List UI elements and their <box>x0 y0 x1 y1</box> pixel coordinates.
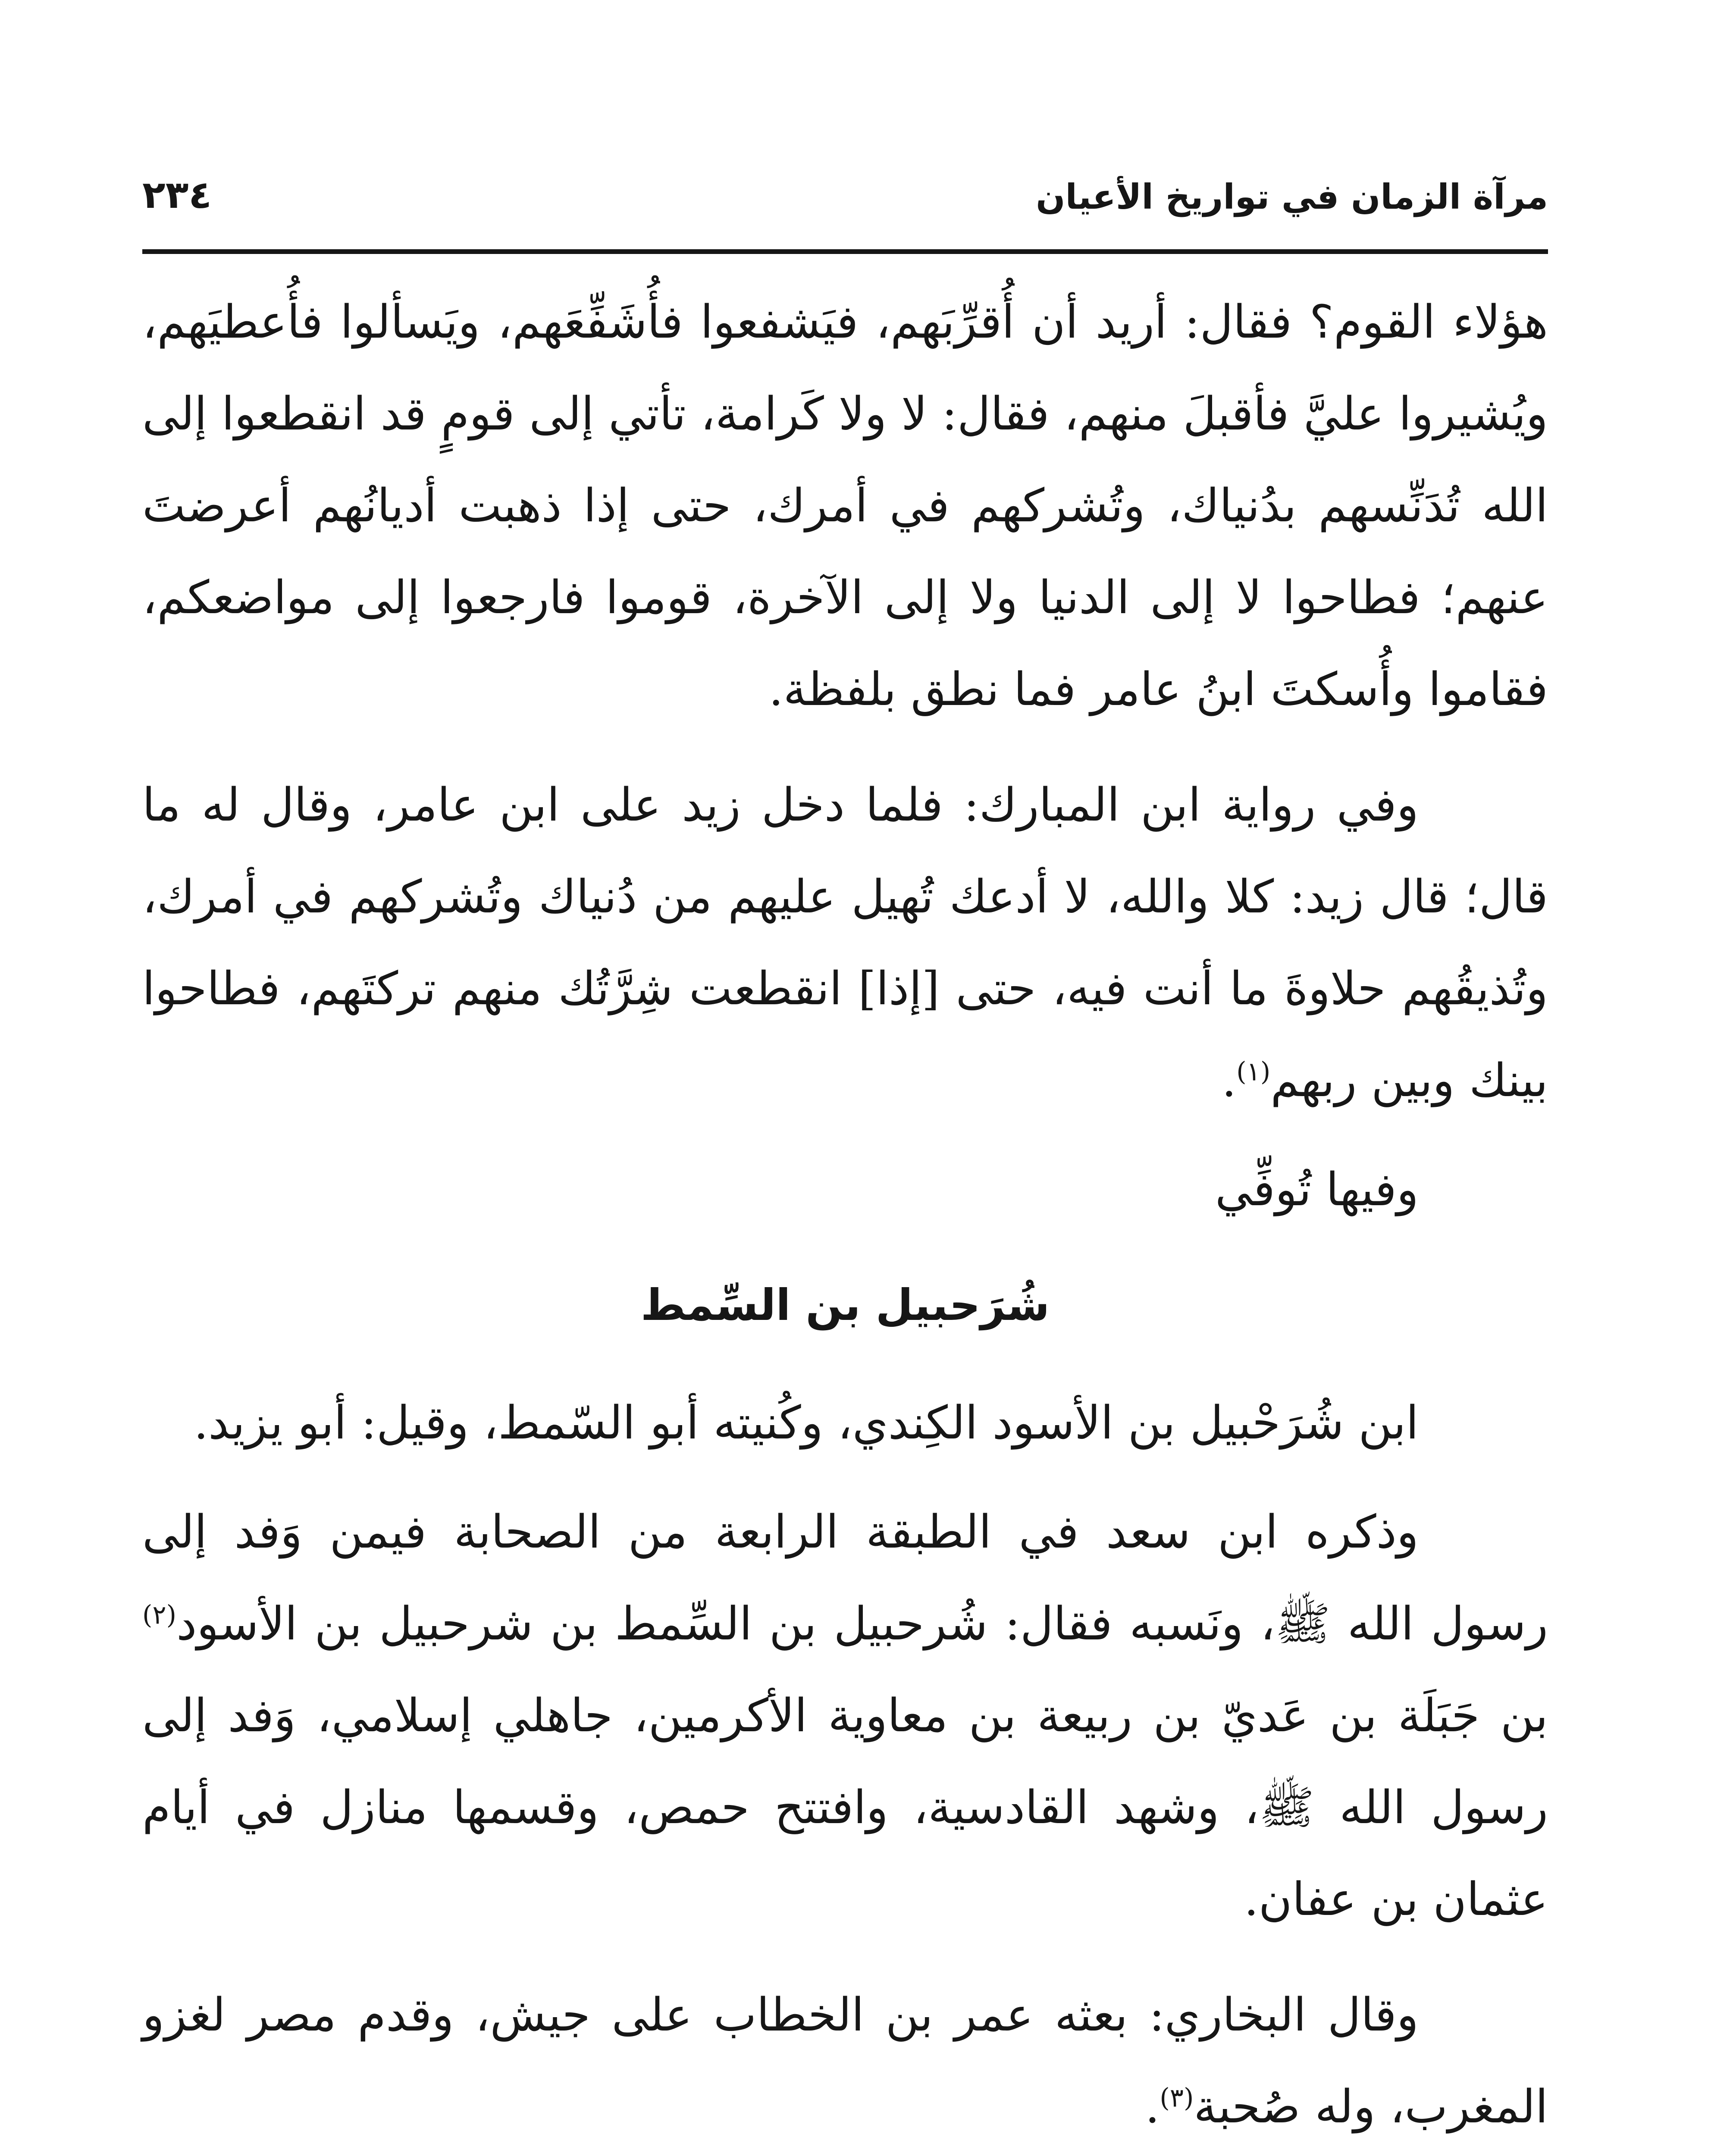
footnote-ref-1: (١) <box>1236 1056 1271 1087</box>
paragraph-1: هؤلاء القوم؟ فقال: أريد أن أُقرِّبَهم، فيَشفعوا فأُشَفِّعَهم، ويَسألوا فأُعطيَهم، ويُشيروا عليَّ فأقبلَ منهم، فقال: لا ولا كَرامة، تأتي إلى قومٍ قد انقطعوا إلى الله تُدَنِّسهم بدُنياك، وتُشركهم في أمرك، حتى إذا ذهبت أديانُهم أعرضتَ عنهم؛ فطاحوا لا إلى الدنيا ولا إلى الآخرة، قوموا فارجعوا إلى مواضعكم، فقاموا وأُسكتَ ابنُ عامر فما نطق بلفظة. <box>142 295 1548 716</box>
paragraph-2: وفي رواية ابن المبارك: فلما دخل زيد على ابن عامر، وقال له ما قال؛ قال زيد: كلا والله، لا أدعك تُهيل عليهم من دُنياك وتُشركهم في أمرك، وتُذيقُهم حلاوةَ ما أنت فيه، حتى [إذا] انقطعت شِرَّتُك منهم تركتَهم، فطاحوا بينك وبين ربهم$^{(١)}$. <box>142 778 1548 1107</box>
paragraph-5-text-b: بن جَبَلَة بن عَديّ بن ربيعة بن معاوية الأكرمين، جاهلي إسلامي، وَفد إلى رسول الله ﷺ، وشهد القادسية، وافتتح حمص، وقسمها منازل في أيام عثمان بن عفان. <box>142 1689 1548 1926</box>
paragraph-6: وقال البخاري: بعثه عمر بن الخطاب على جيش، وقدم مصر لغزو المغرب، وله صُحبة$^{(٣)}$. <box>142 1988 1548 2133</box>
paragraph-6-text: وقال البخاري: بعثه عمر بن الخطاب على جيش، وقدم مصر لغزو المغرب، وله صُحبة <box>142 1988 1548 2133</box>
page-number: ٢٣٤ <box>142 172 212 217</box>
paragraph-2-text: وفي رواية ابن المبارك: فلما دخل زيد على ابن عامر، وقال له ما قال؛ قال زيد: كلا والله، لا أدعك تُهيل عليهم من دُنياك وتُشركهم في أمرك، وتُذيقُهم حلاوةَ ما أنت فيه، حتى [إذا] انقطعت شِرَّتُك منهم تركتَهم، فطاحوا بينك وبين ربهم <box>142 778 1548 1107</box>
header-rule <box>142 249 1548 254</box>
paragraph-4: ابن شُرَحْبيل بن الأسود الكِندي، وكُنيته أبو السّمط، وقيل: أبو يزيد. <box>194 1396 1419 1449</box>
paragraph-3: وفيها تُوفِّي <box>1215 1163 1419 1216</box>
footnote-ref-3: (٣) <box>1160 2083 1194 2113</box>
footnote-ref-2: (٢) <box>142 1600 177 1630</box>
paragraph-5 <box>142 1486 1548 1945</box>
book-title: مرآة الزمان في تواريخ الأعيان <box>1036 177 1548 217</box>
running-header <box>142 164 1548 241</box>
paragraph-5-text-a: وذكره ابن سعد في الطبقة الرابعة من الصحابة فيمن وَفد إلى رسول الله ﷺ، ونَسبه فقال: شُرحبيل بن السِّمط بن شرحبيل بن الأسود <box>142 1505 1548 1650</box>
section-title: شُرَحبيل بن السِّمط <box>640 1280 1050 1330</box>
main-text <box>142 276 1548 2156</box>
